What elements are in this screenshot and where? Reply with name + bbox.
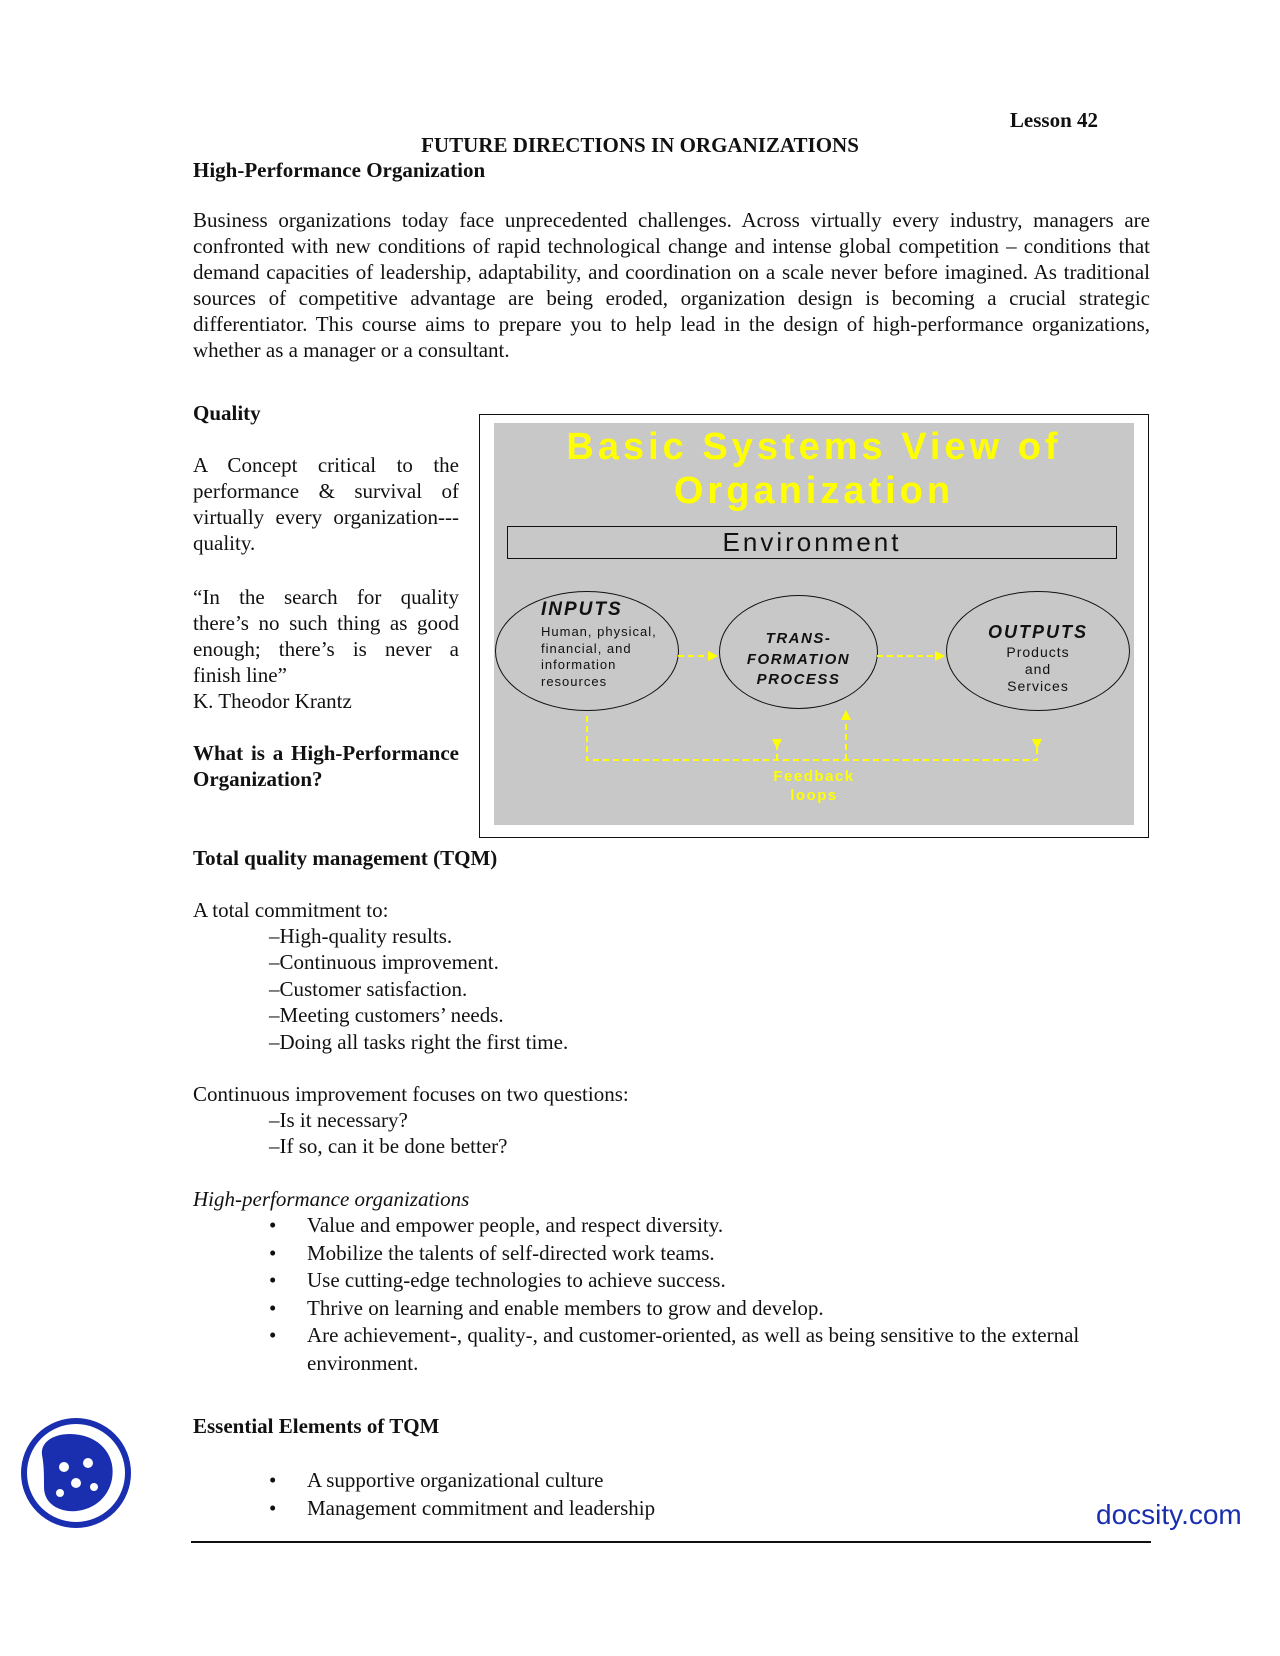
list-item: • Thrive on learning and enable members to grow and develop. bbox=[269, 1295, 1157, 1323]
tqm-commitment-list bbox=[269, 923, 568, 1055]
feedback-line bbox=[587, 716, 1037, 760]
hpo-bullet-list bbox=[269, 1212, 1157, 1377]
bullet-icon: • bbox=[269, 1213, 277, 1237]
diagram-panel bbox=[494, 423, 1134, 825]
list-item: –Continuous improvement. bbox=[269, 950, 499, 975]
feedback-label: Feedback loops bbox=[773, 768, 855, 804]
environment-box: Environment bbox=[507, 526, 1117, 559]
docsity-brand-link[interactable]: docsity.com bbox=[1096, 1499, 1242, 1530]
list-item: –Meeting customers’ needs. bbox=[269, 1003, 504, 1028]
bullet-icon: • bbox=[269, 1323, 277, 1347]
inputs-title: INPUTS bbox=[541, 599, 623, 620]
inputs-text: Human, physical, financial, and information resources bbox=[541, 624, 657, 689]
bullet-icon: • bbox=[269, 1295, 277, 1320]
list-item: –High-quality results. bbox=[269, 924, 453, 948]
ci-intro: Continuous improvement focuses on two questions: bbox=[193, 1082, 629, 1106]
ci-question-list bbox=[269, 1107, 508, 1160]
essential-heading: Essential Elements of TQM bbox=[193, 1414, 440, 1438]
footer-divider bbox=[191, 1541, 1151, 1543]
transformation-text: TRANS- FORMATION PROCESS bbox=[746, 630, 851, 688]
quality-quote: “In the search for quality there’s no such thing as good enough; there’s is never a finish line” bbox=[193, 585, 459, 687]
bullet-icon: • bbox=[269, 1240, 277, 1265]
list-item: • Are achievement-, quality-, and customer-oriented, as well as being sensitive to the external environment. bbox=[269, 1323, 1080, 1375]
bullet-icon: • bbox=[269, 1468, 277, 1492]
hpo-question: What is a High-Performance Organization? bbox=[193, 741, 459, 791]
list-item: • Management commitment and leadership bbox=[269, 1495, 969, 1523]
docsity-logo-icon bbox=[20, 1417, 132, 1529]
list-item: –Customer satisfaction. bbox=[269, 976, 468, 1001]
diagram-arrows bbox=[494, 423, 1134, 825]
hpo-heading: High-performance organizations bbox=[193, 1187, 470, 1211]
outputs-text: Products and Services bbox=[1006, 644, 1070, 694]
tqm-commitment-intro: A total commitment to: bbox=[193, 898, 389, 922]
list-item: –Doing all tasks right the first time. bbox=[269, 1029, 569, 1054]
bullet-icon: • bbox=[269, 1495, 277, 1520]
page-title: FUTURE DIRECTIONS IN ORGANIZATIONS bbox=[421, 133, 859, 157]
section-heading: High-Performance Organization bbox=[193, 158, 486, 182]
quote-author: K. Theodor Krantz bbox=[193, 689, 352, 713]
intro-paragraph: Business organizations today face unprecedented challenges. Across virtually every industry, managers are confronted with new conditions of rapid technological change and intense global competition – conditions that demand capacities of leadership, adaptability, and coordination on a scale never before imagined. As traditional sources of competitive advantage are being eroded, organization design is becoming a crucial strategic differentiator. This course aims to prepare you to help lead in the design of high-performance organizations, whether as a manager or a consultant. bbox=[193, 208, 1150, 362]
tqm-heading: Total quality management (TQM) bbox=[193, 846, 498, 870]
list-item: • Value and empower people, and respect diversity. bbox=[269, 1212, 1157, 1240]
systems-diagram bbox=[479, 414, 1149, 838]
list-item: • A supportive organizational culture bbox=[269, 1467, 969, 1495]
list-item: –If so, can it be done better? bbox=[269, 1134, 508, 1159]
lesson-number: Lesson 42 bbox=[1009, 108, 1098, 132]
list-item: –Is it necessary? bbox=[269, 1108, 408, 1132]
list-item: • Mobilize the talents of self-directed work teams. bbox=[269, 1240, 1157, 1268]
diagram-title: Basic Systems View of Organization bbox=[566, 426, 1062, 512]
quality-heading: Quality bbox=[193, 401, 261, 425]
bullet-icon: • bbox=[269, 1268, 277, 1292]
outputs-title: OUTPUTS bbox=[987, 622, 1088, 642]
essential-bullet-list bbox=[269, 1467, 969, 1522]
list-item: • Use cutting-edge technologies to achieve success. bbox=[269, 1267, 1157, 1295]
quality-concept: A Concept critical to the performance & survival of virtually every organization---quality. bbox=[193, 453, 459, 555]
